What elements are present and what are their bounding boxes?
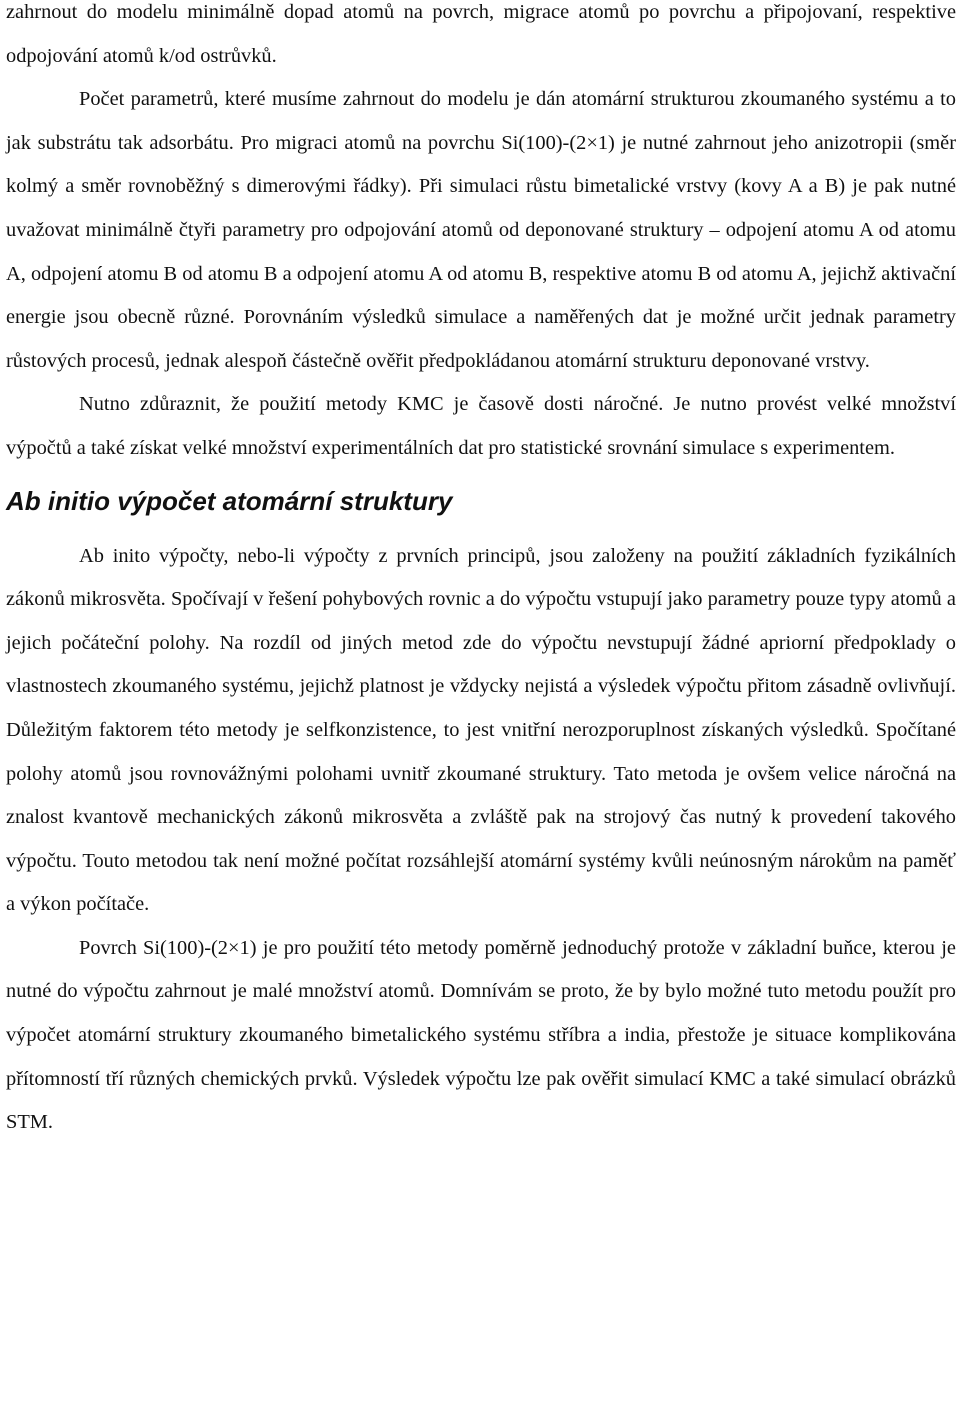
section-heading: Ab initio výpočet atomární struktury (6, 485, 453, 516)
paragraph-si-surface: Povrch Si(100)-(2×1) je pro použití této metody poměrně jednoduchý protože v základní buňce, kterou je nutné do výpočtu zahrnout je malé množství atomů. Domnívám se proto, že by bylo možné tuto metodu použít pro výpočet atomární struktury zkoumaného bimetalického systému stříbra a india, přestože je situace komplikována přítomností tří různých chemických prvků. Výsledek výpočtu lze pak ověřit simulací KMC a také simulací obrázků STM. (6, 936, 956, 1134)
paragraph-continuation: zahrnout do modelu minimálně dopad atomů na povrch, migrace atomů po povrchu a připojovaní, respektive odpojování atomů k/od ostrůvků. (6, 1, 956, 67)
paragraph-model-parameters: Počet parametrů, které musíme zahrnout do modelu je dán atomární strukturou zkoumaného systému a to jak substrátu tak adsorbátu. Pro migraci atomů na povrchu Si(100)-(2×1) je nutné zahrnout jeho anizotropii (směr kolmý a směr rovnoběžný s dimerovými řádky). Při simulaci růstu bimetalické vrstvy (kovy A a B) je pak nutné uvažovat minimálně čtyři parametry pro odpojování atomů od deponované struktury – odpojení atomu A od atomu A, odpojení atomu B od atomu B a odpojení atomu A od atomu B, respektive atomu B od atomu A, jejichž aktivační energie jsou obecně různé. Porovnáním výsledků simulace a naměřených dat je možné určit jednak parametry růstových procesů, jednak alespoň částečně ověřit předpokládanou atomární strukturu deponované vrstvy. (6, 88, 956, 372)
paragraph-kmc-cost: Nutno zdůraznit, že použití metody KMC je časově dosti náročné. Je nutno provést velké množství výpočtů a také získat velké množství experimentálních dat pro statistické srovnání simulace s experimentem. (6, 393, 956, 459)
paragraph-ab-initio: Ab inito výpočty, nebo-li výpočty z prvních principů, jsou založeny na použití základních fyzikálních zákonů mikrosvěta. Spočívají v řešení pohybových rovnic a do výpočtu vstupují jako parametry pouze typy atomů a jejich počáteční polohy. Na rozdíl od jiných metod zde do výpočtu nevstupují žádné apriorní předpoklady o vlastnostech zkoumaného systému, jejichž platnost je vždycky nejistá a výsledek výpočtu přitom zásadně ovlivňují. Důležitým faktorem této metody je selfkonzistence, to jest vnitřní nerozporuplnost získaných výsledků. Spočítané polohy atomů jsou rovnovážnými polohami uvnitř zkoumané struktury. Tato metoda je ovšem velice náročná na znalost kvantově mechanických zákonů mikrosvěta a zvláště pak na strojový čas nutný k provedení takového výpočtu. Touto metodou tak není možné počítat rozsáhlejší atomární systémy kvůli neúnosným nárokům na paměť a výkon počítače. (6, 544, 956, 916)
document-page (6, 0, 956, 1145)
